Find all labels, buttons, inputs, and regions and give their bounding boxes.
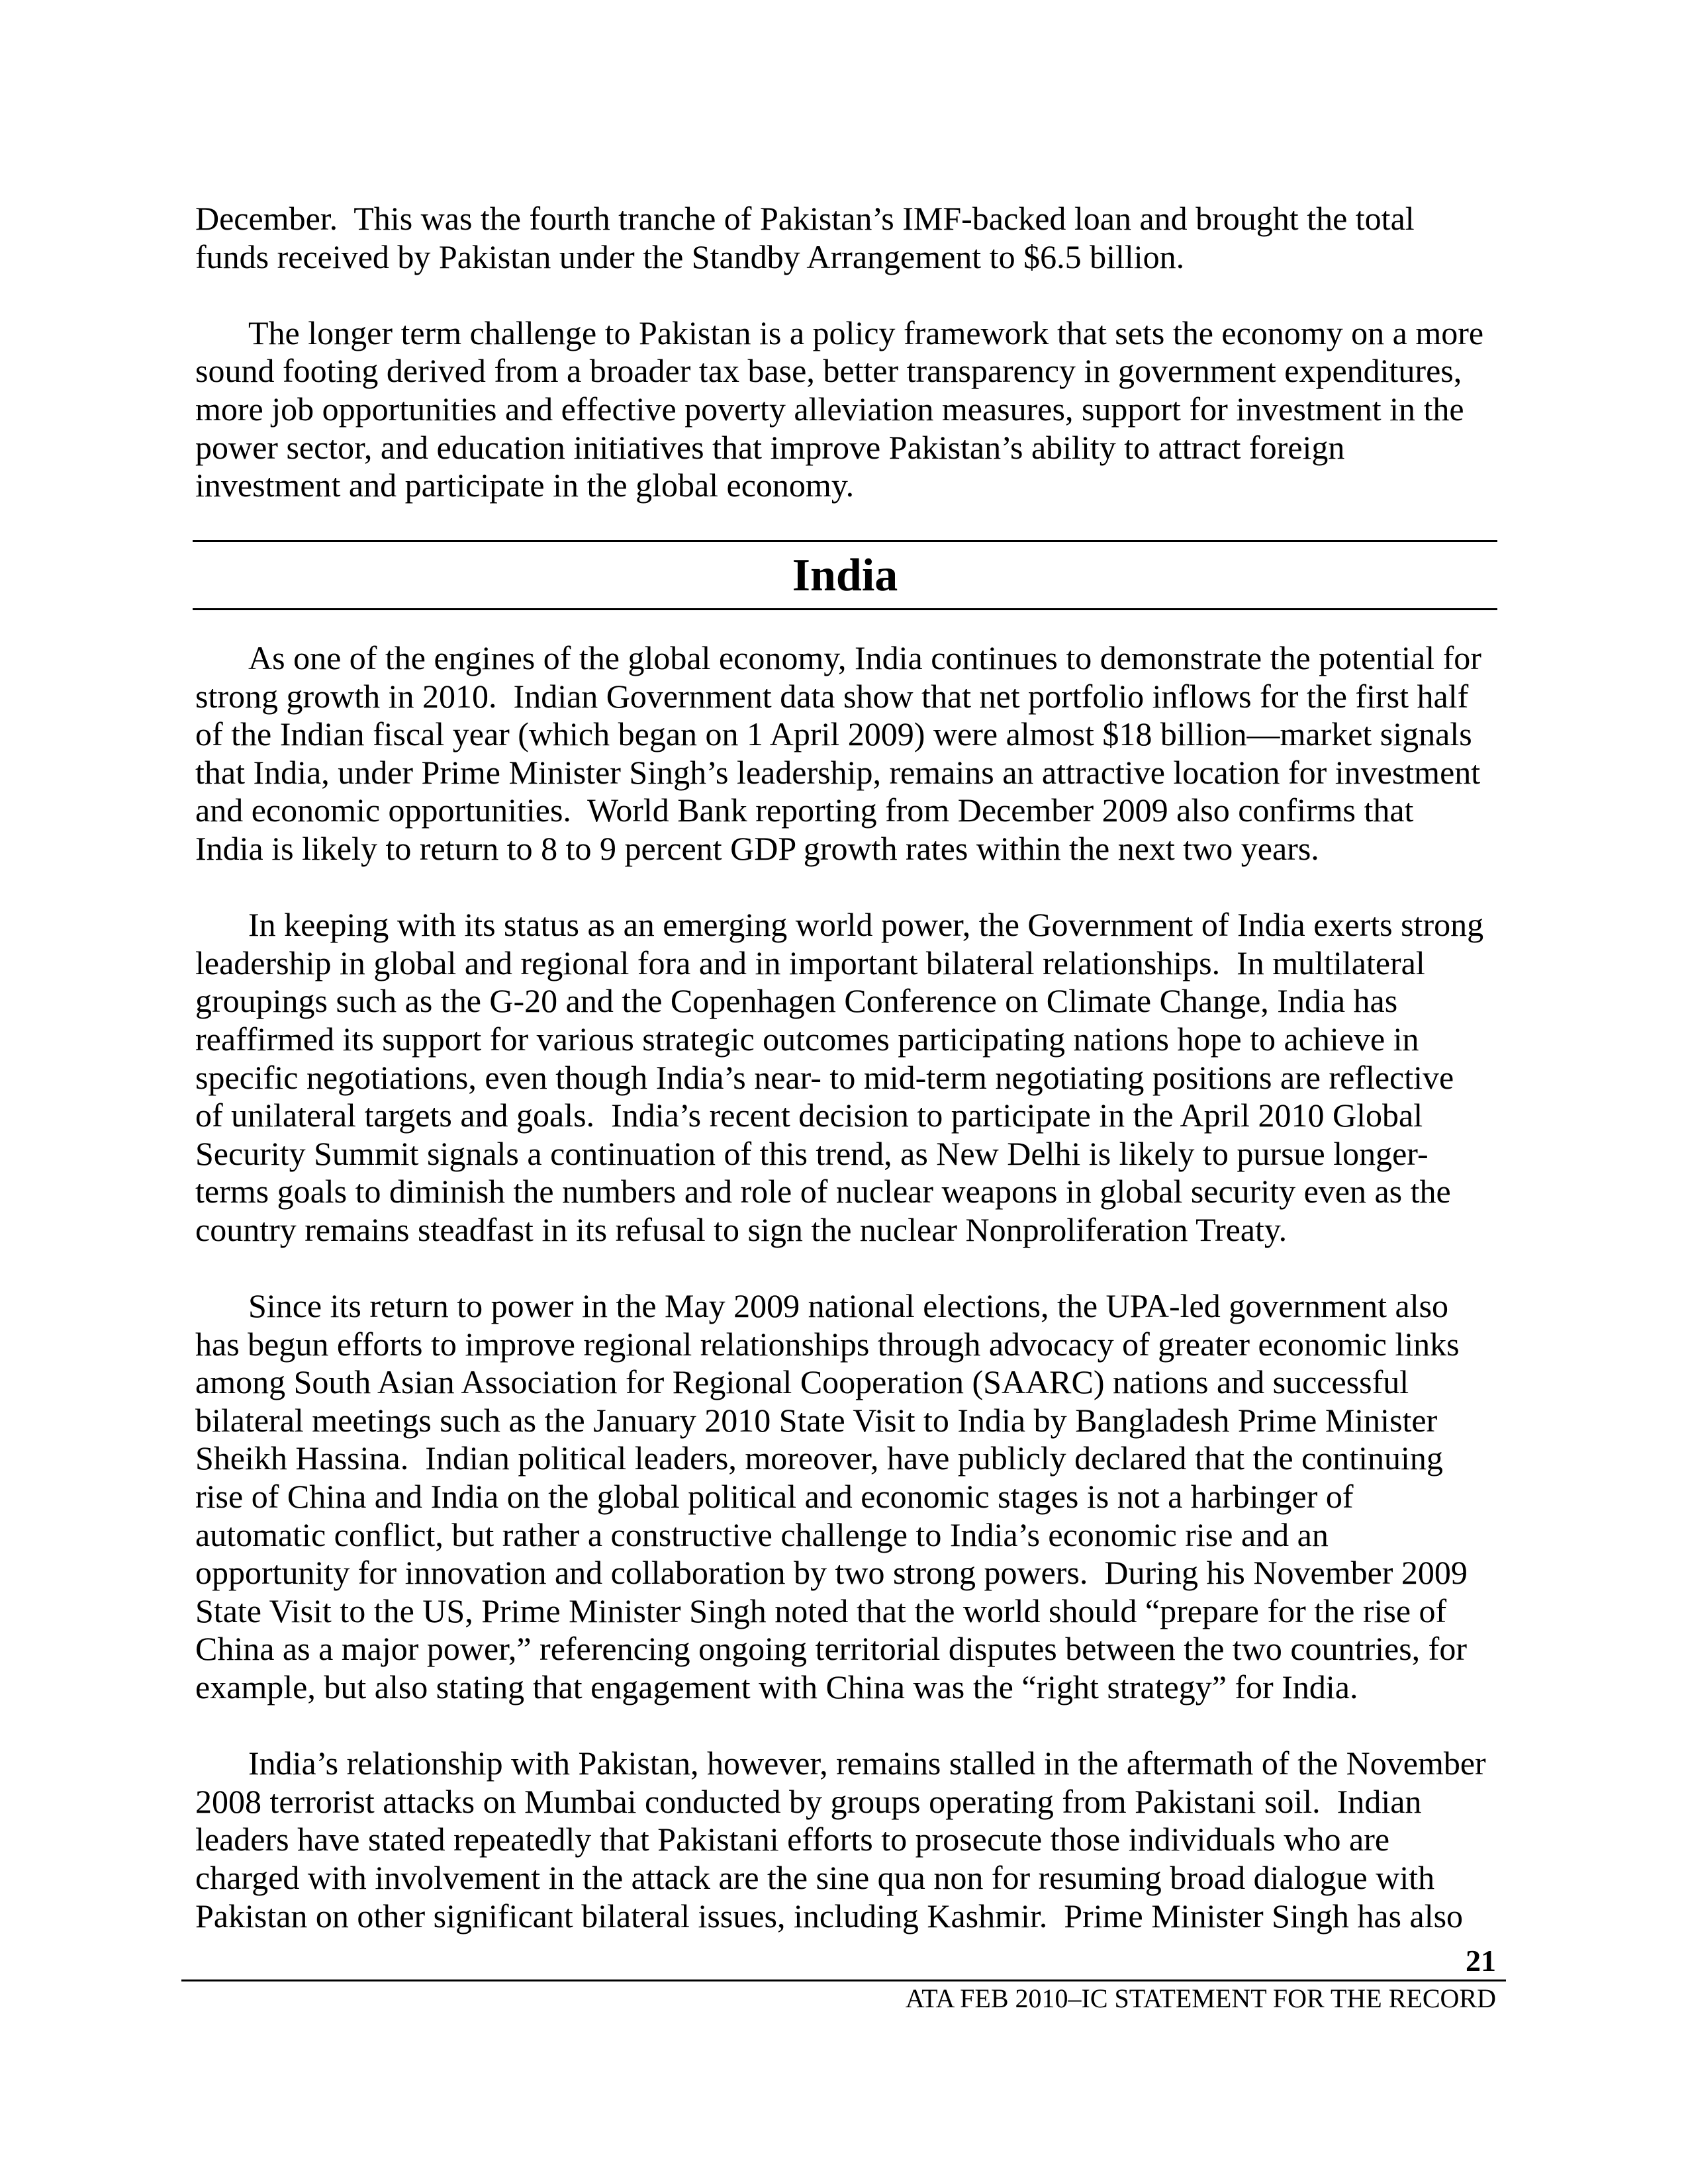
text-line: Since its return to power in the May 2009 national elections, the UPA-led government also <box>248 1287 1449 1325</box>
text-line: power sector, and education initiatives that improve Pakistan’s ability to attract foreign <box>195 428 1345 466</box>
text-line: Security Summit signals a continuation of this trend, as New Delhi is likely to pursue longer- <box>195 1134 1429 1172</box>
paragraph <box>195 314 1499 505</box>
text-line: State Visit to the US, Prime Minister Singh noted that the world should “prepare for the rise of <box>195 1592 1447 1629</box>
paragraph <box>195 1287 1499 1707</box>
text-line: has begun efforts to improve regional relationships through advocacy of greater economic links <box>195 1325 1460 1363</box>
text-line: China as a major power,” referencing ongoing territorial disputes between the two countries, for <box>195 1630 1467 1668</box>
text-line: sound footing derived from a broader tax base, better transparency in government expenditures, <box>195 352 1462 390</box>
text-line: India is likely to return to 8 to 9 percent GDP growth rates within the next two years. <box>195 829 1319 867</box>
text-line: bilateral meetings such as the January 2010 State Visit to India by Bangladesh Prime Minister <box>195 1401 1438 1439</box>
india-section-body <box>195 639 1499 1974</box>
text-line: leadership in global and regional fora and in important bilateral relationships. In multilateral <box>195 944 1425 981</box>
text-line: opportunity for innovation and collaboration by two strong powers. During his November 2009 <box>195 1554 1468 1592</box>
text-line: of the Indian fiscal year (which began on 1 April 2009) were almost $18 billion—market signals <box>195 715 1472 753</box>
text-line: among South Asian Association for Regional Cooperation (SAARC) nations and successful <box>195 1363 1409 1401</box>
text-line: automatic conflict, but rather a constructive challenge to India’s economic rise and an <box>195 1516 1329 1553</box>
text-line: terms goals to diminish the numbers and role of nuclear weapons in global security even as the <box>195 1173 1451 1210</box>
heading-top-rule <box>193 540 1497 542</box>
footer-rule <box>181 1979 1506 1981</box>
paragraph <box>195 639 1499 868</box>
text-line: The longer term challenge to Pakistan is a policy framework that sets the economy on a more <box>248 314 1484 351</box>
text-line: charged with involvement in the attack are the sine qua non for resuming broad dialogue with <box>195 1859 1435 1896</box>
text-line: India’s relationship with Pakistan, however, remains stalled in the aftermath of the November <box>248 1745 1486 1782</box>
footer-text: ATA FEB 2010–IC STATEMENT FOR THE RECORD <box>905 1983 1496 2013</box>
heading-bottom-rule <box>193 608 1497 610</box>
text-line: example, but also stating that engagement with China was the “right strategy” for India. <box>195 1668 1358 1706</box>
text-line: groupings such as the G-20 and the Copenhagen Conference on Climate Change, India has <box>195 982 1398 1020</box>
text-line: Pakistan on other significant bilateral issues, including Kashmir. Prime Minister Singh has also <box>195 1897 1464 1934</box>
paragraph <box>195 1745 1499 1935</box>
text-line: country remains steadfast in its refusal to sign the nuclear Nonproliferation Treaty. <box>195 1210 1288 1248</box>
text-line: 2008 terrorist attacks on Mumbai conducted by groups operating from Pakistani soil. Indian <box>195 1782 1422 1820</box>
text-line: and economic opportunities. World Bank reporting from December 2009 also confirms that <box>195 792 1414 829</box>
text-line: rise of China and India on the global political and economic stages is not a harbinger of <box>195 1478 1354 1516</box>
text-line: In keeping with its status as an emerging world power, the Government of India exerts strong <box>248 906 1484 944</box>
text-line: specific negotiations, even though India’s near- to mid-term negotiating positions are reflective <box>195 1058 1454 1096</box>
text-line: investment and participate in the global economy. <box>195 467 855 504</box>
page-number: 21 <box>1466 1944 1496 1978</box>
text-line: funds received by Pakistan under the Standby Arrangement to $6.5 billion. <box>195 238 1185 275</box>
text-line: leaders have stated repeatedly that Pakistani efforts to prosecute those individuals who are <box>195 1821 1390 1858</box>
paragraph <box>195 906 1499 1249</box>
text-line: that India, under Prime Minister Singh’s leadership, remains an attractive location for investment <box>195 753 1481 791</box>
text-line: strong growth in 2010. Indian Government data show that net portfolio inflows for the first half <box>195 677 1469 715</box>
paragraph <box>195 200 1499 276</box>
text-line: As one of the engines of the global economy, India continues to demonstrate the potential for <box>248 639 1481 676</box>
text-line: Sheikh Hassina. Indian political leaders, moreover, have publicly declared that the continuing <box>195 1439 1443 1477</box>
text-line: of unilateral targets and goals. India’s recent decision to participate in the April 2010 Global <box>195 1097 1423 1134</box>
intro-section <box>195 200 1499 543</box>
section-heading: India <box>792 550 898 601</box>
text-line: December. This was the fourth tranche of Pakistan’s IMF-backed loan and brought the total <box>195 200 1415 237</box>
text-line: more job opportunities and effective poverty alleviation measures, support for investment in the <box>195 390 1464 428</box>
text-line: reaffirmed its support for various strategic outcomes participating nations hope to achieve in <box>195 1020 1419 1058</box>
